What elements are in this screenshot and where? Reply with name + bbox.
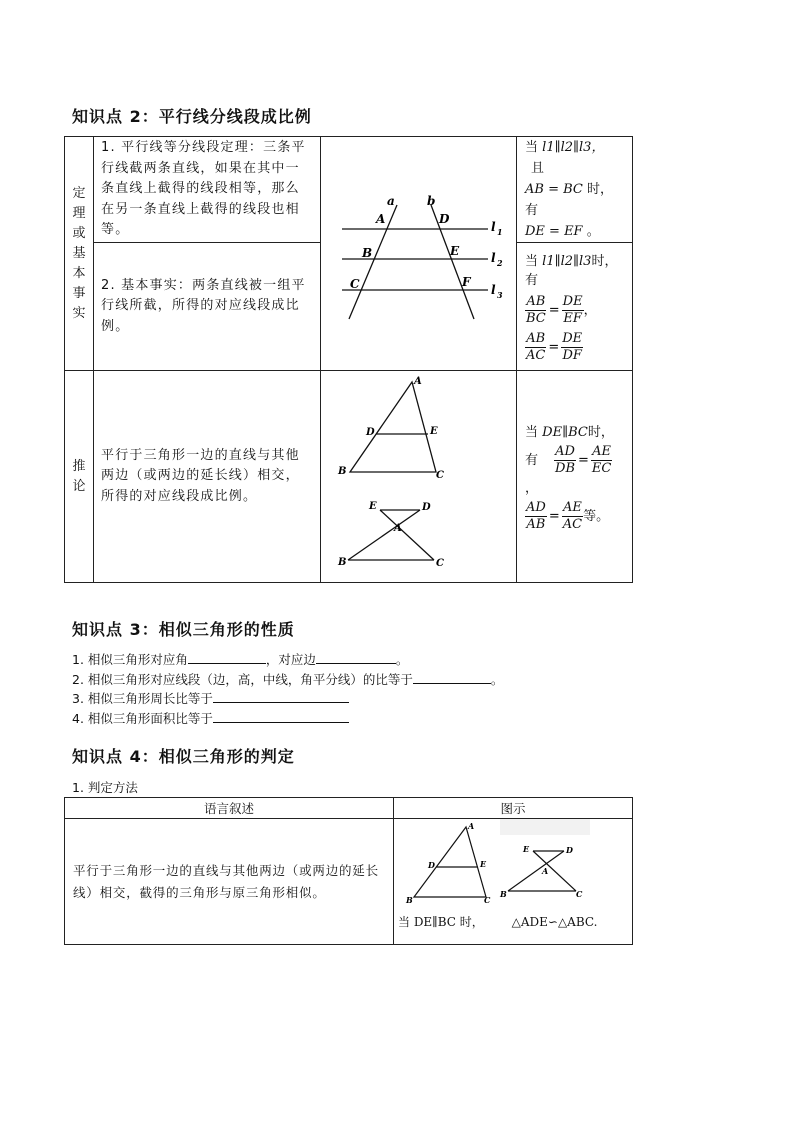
svg-text:3: 3: [496, 290, 503, 300]
svg-text:D: D: [428, 860, 435, 870]
svg-text:2: 2: [496, 258, 503, 268]
svg-text:E: E: [449, 244, 459, 258]
frac-ad-db: $\frac{AD}{DB}$: [555, 443, 575, 476]
frac-de-ef: $\frac{DE}{EF}$: [562, 293, 583, 326]
svg-text:C: C: [349, 277, 360, 291]
svg-text:l: l: [490, 251, 496, 265]
svg-text:B: B: [337, 557, 346, 568]
cond1-prefix: 当: [525, 140, 539, 155]
property-item-1: 1. 相似三角形对应角 ，对应边 。: [72, 652, 409, 667]
svg-text:E: E: [368, 501, 377, 512]
corollary-text: 平行于三角形一边的直线与其他两边（或两边的延长线）相交，所得的对应线段成比例。: [94, 371, 321, 583]
svg-text:C: C: [576, 889, 583, 899]
cond1-and: 且: [531, 161, 545, 176]
blank-2[interactable]: [316, 651, 396, 664]
svg-text:F: F: [461, 275, 471, 289]
svg-text:C: C: [435, 558, 444, 569]
frac-ae-ec: $\frac{AE}{EC}$: [591, 443, 612, 476]
cond3-prefix: 当: [525, 424, 539, 440]
blank-5[interactable]: [213, 710, 349, 723]
condition-equal-segments: [517, 137, 633, 243]
frac-de-df: $\frac{DE}{DF}$: [562, 330, 583, 363]
section4-title: 知识点 4：相似三角形的判定: [72, 747, 295, 766]
cond1-eq1: AB = BC: [525, 182, 583, 197]
section3-title: 知识点 3：相似三角形的性质: [72, 620, 295, 639]
svg-text:a: a: [386, 194, 395, 208]
svg-text:C: C: [435, 470, 444, 481]
blank-1[interactable]: [188, 651, 266, 664]
cond2-prefix: 当: [525, 253, 539, 269]
cond2-parallel: l1∥l2∥l3: [542, 253, 592, 269]
cond1-parallel: l1∥l2∥l3，: [542, 140, 605, 155]
condition-corollary: 当 DE∥BC时， 有 $\frac{AD}{DB}$ = $\frac{AE}{EC}$ ， $\frac{AD}{AB}$ = $\frac{AE}{AC}$ 等。: [517, 371, 633, 583]
svg-text:B: B: [500, 889, 507, 899]
svg-text:A: A: [542, 866, 549, 876]
triangle-figures-svg: [324, 372, 514, 577]
basic-fact-text: 2. 基本事实：两条直线被一组平行线所截，所得的对应线段成比例。: [94, 243, 321, 371]
frac-ab-ac: $\frac{AB}{AC}$: [526, 330, 546, 363]
category-theorem: [65, 137, 94, 371]
svg-text:A: A: [393, 523, 402, 534]
svg-text:1: 1: [496, 227, 503, 237]
section2-table: [64, 136, 633, 583]
frac-ad-ab: $\frac{AD}{AB}$: [526, 499, 546, 532]
cond3-parallel: DE∥BC: [542, 424, 588, 440]
theorem-text: 1. 平行线等分线段定理：三条平行线截两条直线，如果在其中一条直线上截得的线段相等，那么在另一条直线上截得的线段也相等。: [94, 137, 321, 243]
cond3-end: 等。: [583, 508, 610, 524]
blank-3[interactable]: [413, 671, 491, 684]
header-statement: 语言叙述: [65, 798, 394, 819]
svg-text:A: A: [413, 376, 422, 387]
svg-text:B: B: [361, 246, 372, 260]
svg-text:B: B: [337, 466, 346, 477]
cond1-end: 。: [582, 224, 600, 239]
section4-subtitle: 1. 判定方法: [72, 780, 138, 795]
svg-text:b: b: [426, 194, 435, 208]
criteria-table: [64, 797, 633, 945]
comma: ，: [583, 302, 597, 318]
cond3-mid: 时，: [587, 424, 614, 440]
header-figure: 图示: [394, 798, 633, 819]
cond3-have: 有: [525, 452, 539, 468]
criteria-statement: 平行于三角形一边的直线与其他两边（或两边的延长线）相交，截得的三角形与原三角形相似。: [65, 819, 394, 945]
blank-4[interactable]: [213, 690, 349, 703]
svg-text:l: l: [490, 220, 496, 234]
cond2-mid: 时，有: [525, 253, 618, 288]
svg-text:l: l: [490, 283, 496, 297]
svg-text:B: B: [406, 895, 413, 905]
category-theorem-label: 定理或基本事实: [72, 185, 86, 321]
frac-ab-bc: $\frac{AB}{BC}$: [526, 293, 546, 326]
triangle-figures: [321, 371, 517, 583]
svg-text:A: A: [468, 821, 475, 831]
condition-proportional: 当 l1∥l2∥l3时，有 $\frac{AB}{BC}$ = $\frac{DE}{EF}$ ， $\frac{AB}{AC}$ = $\frac{DE}{DF}$: [517, 243, 633, 371]
parallel-lines-figure: [321, 137, 517, 371]
property-item-3: 3. 相似三角形周长比等于: [72, 689, 503, 709]
svg-text:E: E: [480, 859, 487, 869]
caption-right: △ADE∽△ABC.: [511, 915, 598, 929]
svg-text:A: A: [375, 212, 385, 226]
section2-title: 知识点 2：平行线分线段成比例: [72, 107, 312, 126]
criteria-figure-svg: [398, 819, 628, 911]
svg-text:D: D: [421, 502, 431, 513]
parallel-lines-svg: [324, 139, 514, 364]
property-item-2: 2. 相似三角形对应线段（边，高，中线，角平分线）的比等于 。: [72, 671, 504, 687]
category-corollary: [65, 371, 94, 583]
cond1-eq2: DE = EF: [525, 224, 583, 239]
svg-text:D: D: [566, 845, 573, 855]
criteria-figure: [394, 819, 633, 945]
properties-list: [72, 650, 503, 728]
svg-text:C: C: [484, 895, 491, 905]
svg-text:D: D: [438, 212, 449, 226]
svg-text:D: D: [365, 427, 375, 438]
caption-left: 当 DE∥BC 时，: [398, 915, 484, 929]
svg-text:E: E: [429, 426, 438, 437]
svg-text:E: E: [523, 844, 530, 854]
cond1-mid: 时，有: [525, 182, 613, 218]
category-corollary-label: 推论: [72, 458, 86, 494]
frac-ae-ac: $\frac{AE}{AC}$: [562, 499, 583, 532]
criteria-caption: [398, 913, 628, 930]
property-item-4: 4. 相似三角形面积比等于: [72, 709, 503, 729]
